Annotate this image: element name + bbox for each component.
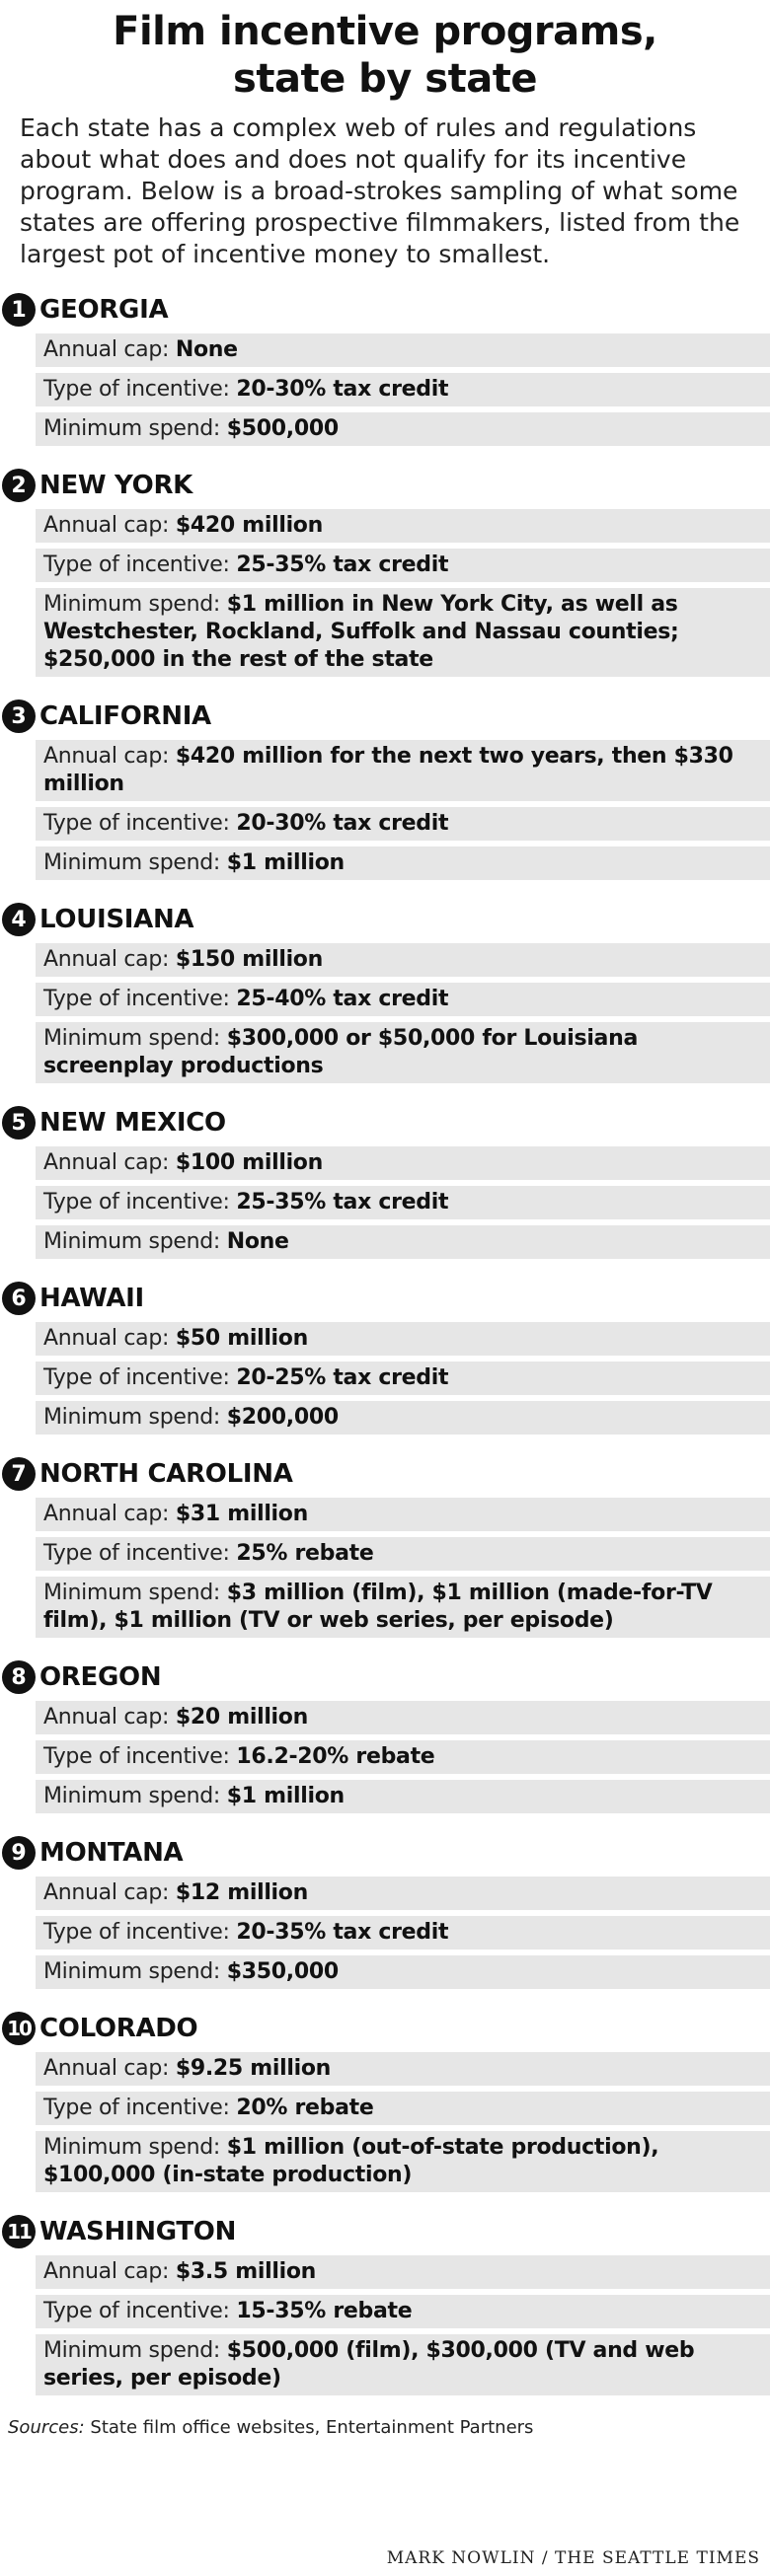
- row-label: Annual cap:: [43, 744, 170, 769]
- incentive-type-row: [36, 807, 770, 841]
- state-block: [0, 1281, 770, 1435]
- row-value: 25% rebate: [236, 1541, 374, 1566]
- row-label: Annual cap:: [43, 947, 170, 972]
- state-block: [0, 1456, 770, 1638]
- credit-line: MARK NOWLIN / THE SEATTLE TIMES: [386, 2548, 760, 2568]
- incentive-type-row: [36, 1916, 770, 1950]
- sources-text: State film office websites, Entertainment Partners: [84, 2417, 534, 2438]
- state-block: [0, 699, 770, 880]
- minimum-spend-row: [36, 846, 770, 880]
- row-label: Minimum spend:: [43, 1026, 221, 1051]
- row-label: Minimum spend:: [43, 2338, 221, 2363]
- state-block: [0, 1835, 770, 1989]
- annual-cap-row: [36, 2052, 770, 2086]
- state-block: [0, 468, 770, 677]
- state-name: COLORADO: [39, 2014, 198, 2043]
- state-block: [0, 292, 770, 446]
- state-header: [0, 902, 770, 937]
- state-name: NEW YORK: [39, 471, 193, 500]
- row-value: None: [175, 337, 238, 362]
- rank-number-badge: 4: [2, 903, 36, 936]
- annual-cap-row: [36, 1322, 770, 1356]
- page-title: [0, 8, 770, 103]
- minimum-spend-row: [36, 412, 770, 446]
- row-label: Type of incentive:: [43, 552, 230, 577]
- row-label: Minimum spend:: [43, 1581, 221, 1605]
- rank-number-badge: 7: [2, 1457, 36, 1491]
- row-label: Type of incentive:: [43, 1744, 230, 1769]
- incentive-type-row: [36, 1537, 770, 1571]
- row-value: $31 million: [175, 1502, 308, 1526]
- state-name: OREGON: [39, 1662, 162, 1692]
- annual-cap-row: [36, 1877, 770, 1910]
- state-block: [0, 1105, 770, 1259]
- row-value: $350,000: [226, 1959, 339, 1984]
- row-label: Minimum spend:: [43, 1405, 221, 1430]
- sources-line: [8, 2417, 770, 2438]
- row-value: $500,000 (film), $300,000 (TV and web series, per episode): [43, 2338, 695, 2391]
- row-label: Minimum spend:: [43, 850, 221, 875]
- row-label: Minimum spend:: [43, 592, 221, 617]
- state-header: [0, 1105, 770, 1141]
- incentive-type-row: [36, 2295, 770, 2328]
- row-value: $420 million: [175, 513, 323, 538]
- row-label: Type of incentive:: [43, 2299, 230, 2323]
- minimum-spend-row: [36, 1780, 770, 1813]
- state-block: [0, 1659, 770, 1813]
- state-name: WASHINGTON: [39, 2217, 237, 2246]
- row-value: $420 million for the next two years, then $330 million: [43, 744, 733, 796]
- annual-cap-row: [36, 740, 770, 801]
- row-value: 20% rebate: [236, 2096, 374, 2120]
- row-value: $20 million: [175, 1705, 308, 1730]
- minimum-spend-row: [36, 1401, 770, 1435]
- row-value: $1 million in New York City, as well as Westchester, Rockland, Suffolk and Nassau counties; $250,000 in the rest of the state: [43, 592, 679, 672]
- rank-number-badge: 11: [2, 2215, 36, 2248]
- row-value: 20-35% tax credit: [236, 1920, 449, 1945]
- row-value: $300,000 or $50,000 for Louisiana screenplay productions: [43, 1026, 639, 1078]
- annual-cap-row: [36, 2255, 770, 2289]
- row-value: $12 million: [175, 1880, 308, 1905]
- annual-cap-row: [36, 943, 770, 977]
- minimum-spend-row: [36, 588, 770, 677]
- row-value: 20-30% tax credit: [236, 811, 449, 836]
- state-header: [0, 699, 770, 734]
- minimum-spend-row: [36, 2334, 770, 2395]
- row-label: Type of incentive:: [43, 1190, 230, 1214]
- row-label: Type of incentive:: [43, 1920, 230, 1945]
- intro-paragraph: Each state has a complex web of rules and regulations about what does and does not qualify for its incentive program. Below is a broad-strokes sampling of what some states are offering prospective filmmakers, listed from the largest pot of incentive money to smallest.: [20, 113, 740, 268]
- row-value: $3 million (film), $1 million (made-for-TV film), $1 million (TV or web series, per episode): [43, 1581, 713, 1633]
- incentive-type-row: [36, 2092, 770, 2125]
- annual-cap-row: [36, 333, 770, 367]
- row-label: Type of incentive:: [43, 1365, 230, 1390]
- minimum-spend-row: [36, 1577, 770, 1638]
- title-line-1: Film incentive programs,: [113, 9, 657, 54]
- state-header: [0, 2214, 770, 2249]
- annual-cap-row: [36, 1146, 770, 1180]
- incentive-type-row: [36, 983, 770, 1016]
- row-label: Annual cap:: [43, 1705, 170, 1730]
- row-value: 25-35% tax credit: [236, 1190, 449, 1214]
- row-label: Minimum spend:: [43, 416, 221, 441]
- sources-label: Sources:: [8, 2417, 85, 2438]
- row-label: Type of incentive:: [43, 987, 230, 1011]
- row-value: $100 million: [175, 1150, 323, 1175]
- state-header: [0, 1456, 770, 1492]
- state-block: [0, 2011, 770, 2192]
- rank-number-badge: 2: [2, 469, 36, 502]
- row-label: Minimum spend:: [43, 1784, 221, 1808]
- rank-number-badge: 6: [2, 1282, 36, 1315]
- incentive-type-row: [36, 1186, 770, 1219]
- row-label: Minimum spend:: [43, 2135, 221, 2160]
- row-value: None: [226, 1229, 289, 1254]
- row-label: Annual cap:: [43, 1150, 170, 1175]
- row-label: Annual cap:: [43, 2056, 170, 2081]
- row-value: $50 million: [175, 1326, 308, 1351]
- row-value: 25-35% tax credit: [236, 552, 449, 577]
- rank-number-badge: 9: [2, 1836, 36, 1870]
- row-label: Annual cap:: [43, 1880, 170, 1905]
- row-label: Annual cap:: [43, 2259, 170, 2284]
- state-header: [0, 292, 770, 328]
- row-value: $200,000: [226, 1405, 339, 1430]
- state-name: GEORGIA: [39, 295, 169, 325]
- state-block: [0, 902, 770, 1083]
- row-label: Type of incentive:: [43, 377, 230, 402]
- state-name: MONTANA: [39, 1838, 184, 1868]
- row-value: $1 million (out-of-state production), $100,000 (in-state production): [43, 2135, 659, 2187]
- row-label: Annual cap:: [43, 1326, 170, 1351]
- annual-cap-row: [36, 1701, 770, 1734]
- row-label: Type of incentive:: [43, 2096, 230, 2120]
- state-name: NORTH CAROLINA: [39, 1459, 293, 1489]
- annual-cap-row: [36, 1498, 770, 1531]
- state-header: [0, 468, 770, 503]
- row-label: Type of incentive:: [43, 1541, 230, 1566]
- incentive-type-row: [36, 1740, 770, 1774]
- row-value: $3.5 million: [175, 2259, 317, 2284]
- incentive-type-row: [36, 549, 770, 582]
- minimum-spend-row: [36, 1955, 770, 1989]
- row-label: Minimum spend:: [43, 1959, 221, 1984]
- state-header: [0, 1835, 770, 1871]
- rank-number-badge: 3: [2, 699, 36, 733]
- row-label: Annual cap:: [43, 337, 170, 362]
- state-header: [0, 1659, 770, 1695]
- state-name: HAWAII: [39, 1284, 144, 1313]
- minimum-spend-row: [36, 1022, 770, 1083]
- state-header: [0, 2011, 770, 2046]
- row-value: $1 million: [226, 850, 345, 875]
- row-value: 20-25% tax credit: [236, 1365, 449, 1390]
- row-value: 15-35% rebate: [236, 2299, 413, 2323]
- row-value: 25-40% tax credit: [236, 987, 449, 1011]
- state-name: LOUISIANA: [39, 905, 194, 934]
- incentive-type-row: [36, 1362, 770, 1395]
- row-value: $1 million: [226, 1784, 345, 1808]
- row-label: Annual cap:: [43, 513, 170, 538]
- row-label: Annual cap:: [43, 1502, 170, 1526]
- row-value: 16.2-20% rebate: [236, 1744, 435, 1769]
- incentive-type-row: [36, 373, 770, 406]
- state-list: [0, 292, 770, 2395]
- minimum-spend-row: [36, 1225, 770, 1259]
- row-value: $150 million: [175, 947, 323, 972]
- rank-number-badge: 1: [2, 293, 36, 327]
- title-line-2: state by state: [233, 56, 537, 102]
- row-value: 20-30% tax credit: [236, 377, 449, 402]
- minimum-spend-row: [36, 2131, 770, 2192]
- state-name: NEW MEXICO: [39, 1108, 226, 1138]
- row-value: $9.25 million: [175, 2056, 332, 2081]
- rank-number-badge: 8: [2, 1660, 36, 1694]
- annual-cap-row: [36, 509, 770, 543]
- rank-number-badge: 5: [2, 1106, 36, 1140]
- row-label: Type of incentive:: [43, 811, 230, 836]
- state-name: CALIFORNIA: [39, 701, 211, 731]
- rank-number-badge: 10: [2, 2012, 36, 2045]
- state-header: [0, 1281, 770, 1316]
- row-label: Minimum spend:: [43, 1229, 221, 1254]
- state-block: [0, 2214, 770, 2395]
- row-value: $500,000: [226, 416, 339, 441]
